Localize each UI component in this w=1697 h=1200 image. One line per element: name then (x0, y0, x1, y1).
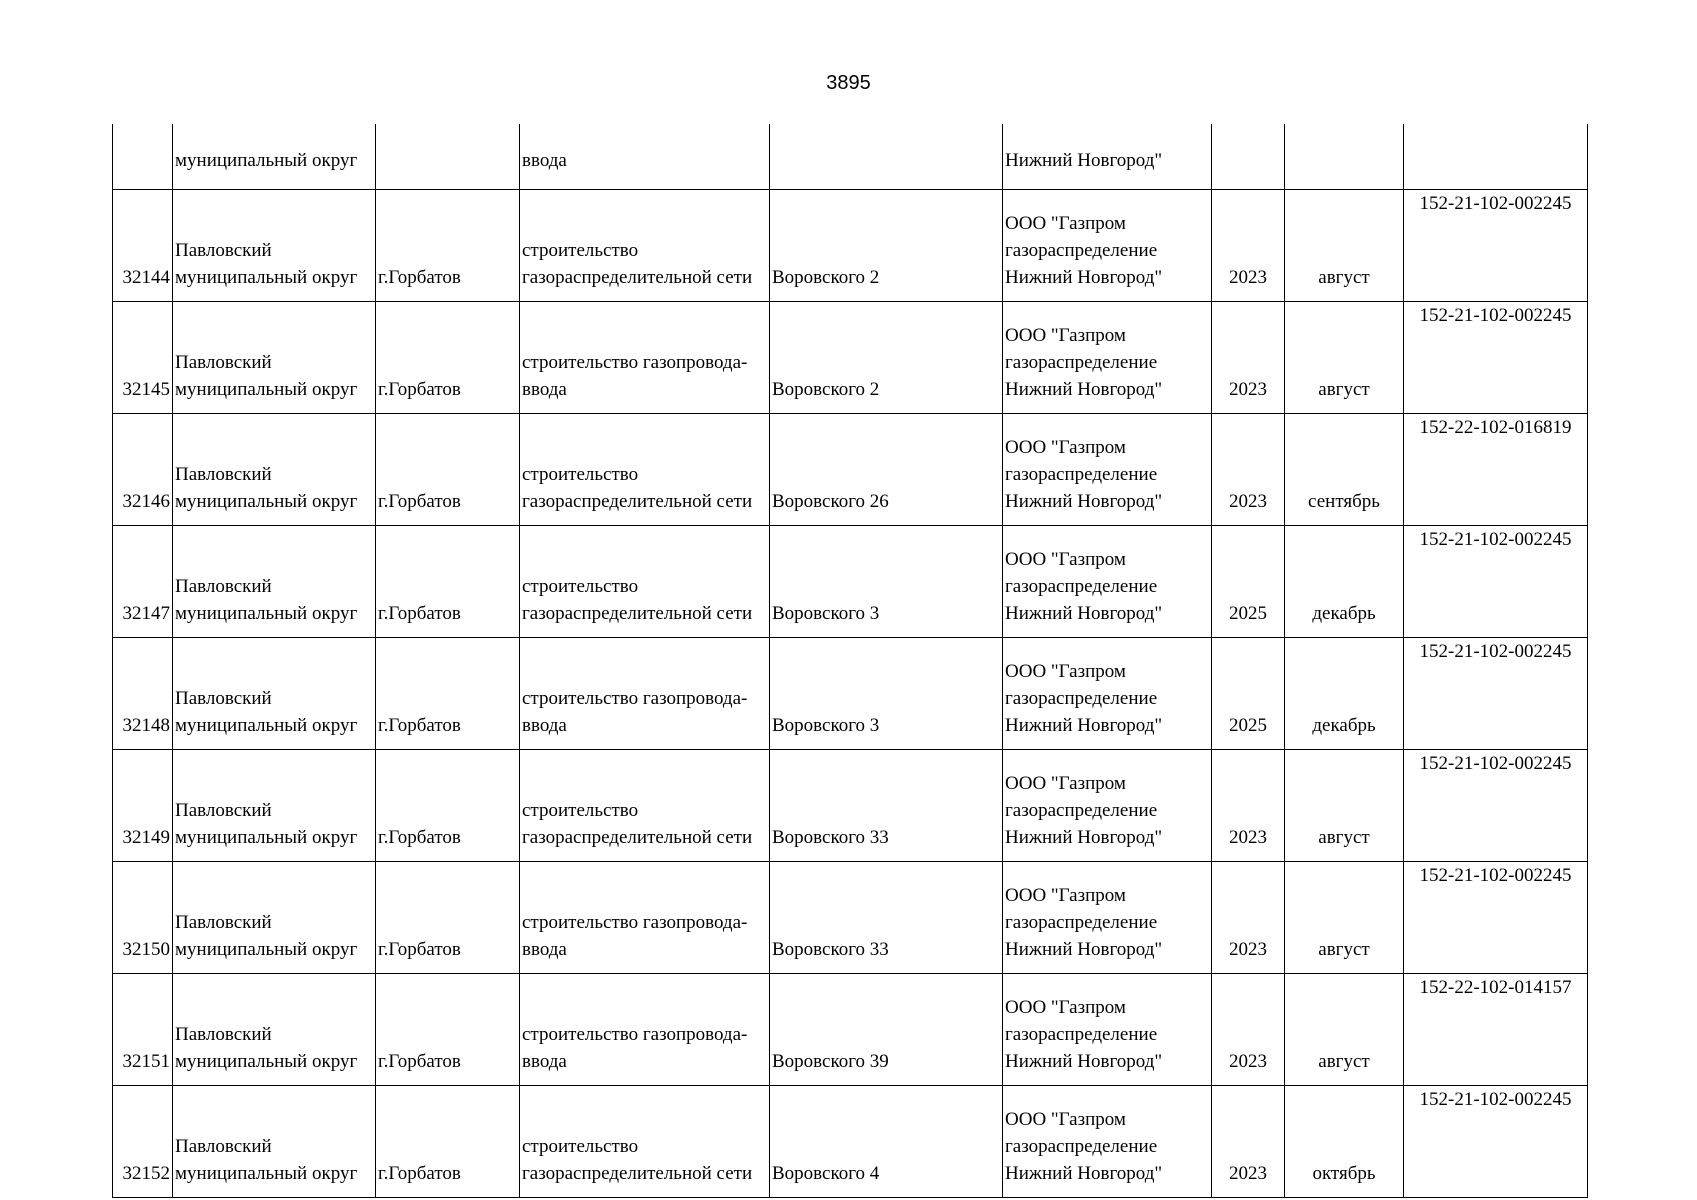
table-row (113, 750, 1588, 862)
cell-line: Павловский (175, 464, 272, 485)
cell-line: Нижний Новгород" (1005, 491, 1163, 512)
cell-line: ООО "Газпром (1005, 549, 1126, 570)
cell-year: 2023 (1212, 750, 1285, 862)
cell-line: ввода (522, 379, 567, 400)
cell-district (173, 974, 376, 1086)
cell-line: строительство газопровода- (522, 352, 748, 373)
cell-line: муниципальный округ (175, 1163, 358, 1184)
cell-month: октябрь (1285, 1086, 1404, 1198)
cell-code: 152-21-102-002245 (1404, 862, 1588, 974)
cell-line: ООО "Газпром (1005, 997, 1126, 1018)
cell-line: Нижний Новгород" (1005, 715, 1163, 736)
cell-year: 2023 (1212, 190, 1285, 302)
cell-org (1003, 414, 1212, 526)
cell-month: август (1285, 750, 1404, 862)
cell-district (173, 862, 376, 974)
cell-num: 32150 (113, 862, 173, 974)
cell-line: Павловский (175, 1024, 272, 1045)
cell-work (520, 974, 770, 1086)
cell-num: 32151 (113, 974, 173, 1086)
cell-district: муниципальный округ (173, 124, 376, 190)
cell-district (173, 750, 376, 862)
cell-city: г.Горбатов (376, 190, 520, 302)
cell-line: строительство газопровода- (522, 912, 748, 933)
cell-line: Павловский (175, 1136, 272, 1157)
cell-month: декабрь (1285, 526, 1404, 638)
continuation-row (113, 124, 1588, 190)
cell-org (1003, 862, 1212, 974)
cell-num: 32144 (113, 190, 173, 302)
cell-address: Воровского 3 (770, 638, 1003, 750)
cell-org (1003, 526, 1212, 638)
cell-line: газораспределение (1005, 800, 1158, 821)
cell-line: газораспределение (1005, 352, 1158, 373)
cell-line: ввода (522, 715, 567, 736)
cell-month: август (1285, 190, 1404, 302)
cell-code: 152-22-102-014157 (1404, 974, 1588, 1086)
table-row (113, 862, 1588, 974)
cell-code: 152-21-102-002245 (1404, 750, 1588, 862)
cell-address: Воровского 2 (770, 190, 1003, 302)
cell-line: строительство (522, 1136, 639, 1157)
cell-code: 152-21-102-002245 (1404, 638, 1588, 750)
cell-line: строительство (522, 576, 639, 597)
cell-line: ООО "Газпром (1005, 885, 1126, 906)
cell-line: муниципальный округ (175, 603, 358, 624)
cell-work: ввода (520, 124, 770, 190)
cell-city: г.Горбатов (376, 302, 520, 414)
cell-line: Павловский (175, 688, 272, 709)
cell-line: Нижний Новгород" (1005, 1051, 1163, 1072)
cell-line: газораспределение (1005, 912, 1158, 933)
cell-code: 152-21-102-002245 (1404, 190, 1588, 302)
cell-city: г.Горбатов (376, 750, 520, 862)
cell-city: г.Горбатов (376, 526, 520, 638)
cell-year: 2023 (1212, 1086, 1285, 1198)
cell-work (520, 526, 770, 638)
cell-year: 2023 (1212, 862, 1285, 974)
cell-line: газораспределительной сети (522, 1163, 753, 1184)
cell-line: муниципальный округ (175, 491, 358, 512)
cell-line: ООО "Газпром (1005, 437, 1126, 458)
gasification-registry-table (112, 124, 1588, 1198)
cell-line: строительство (522, 240, 639, 261)
cell-address: Воровского 3 (770, 526, 1003, 638)
cell-work (520, 638, 770, 750)
cell-line: ООО "Газпром (1005, 325, 1126, 346)
table-row (113, 526, 1588, 638)
cell-month: декабрь (1285, 638, 1404, 750)
cell-work (520, 750, 770, 862)
cell-line: Павловский (175, 352, 272, 373)
table-row (113, 302, 1588, 414)
cell-line: Нижний Новгород" (1005, 603, 1163, 624)
cell-line: Нижний Новгород" (1005, 827, 1163, 848)
cell-district (173, 638, 376, 750)
cell-year: 2025 (1212, 526, 1285, 638)
cell-line: муниципальный округ (175, 1051, 358, 1072)
table-body (113, 124, 1588, 1198)
cell-org (1003, 1086, 1212, 1198)
cell-num: 32145 (113, 302, 173, 414)
table-row (113, 190, 1588, 302)
cell-line: газораспределение (1005, 1024, 1158, 1045)
cell-year: 2025 (1212, 638, 1285, 750)
cell-city (376, 124, 520, 190)
cell-org (1003, 302, 1212, 414)
cell-code: 152-21-102-002245 (1404, 526, 1588, 638)
cell-line: ООО "Газпром (1005, 213, 1126, 234)
cell-city: г.Горбатов (376, 974, 520, 1086)
cell-address: Воровского 33 (770, 750, 1003, 862)
cell-year: 2023 (1212, 974, 1285, 1086)
cell-month: август (1285, 862, 1404, 974)
cell-month: сентябрь (1285, 414, 1404, 526)
cell-month (1285, 124, 1404, 190)
cell-year: 2023 (1212, 302, 1285, 414)
cell-line: газораспределительной сети (522, 603, 753, 624)
cell-line: муниципальный округ (175, 715, 358, 736)
cell-line: ООО "Газпром (1005, 1109, 1126, 1130)
cell-city: г.Горбатов (376, 414, 520, 526)
cell-year (1212, 124, 1285, 190)
cell-line: газораспределение (1005, 240, 1158, 261)
cell-org (1003, 190, 1212, 302)
cell-line: строительство (522, 800, 639, 821)
cell-district (173, 1086, 376, 1198)
cell-code (1404, 124, 1588, 190)
cell-org (1003, 974, 1212, 1086)
cell-work (520, 414, 770, 526)
cell-line: Павловский (175, 912, 272, 933)
cell-address: Воровского 26 (770, 414, 1003, 526)
cell-line: строительство газопровода- (522, 688, 748, 709)
cell-code: 152-22-102-016819 (1404, 414, 1588, 526)
cell-work (520, 862, 770, 974)
cell-num: 32152 (113, 1086, 173, 1198)
cell-num: 32146 (113, 414, 173, 526)
cell-address: Воровского 33 (770, 862, 1003, 974)
cell-line: ввода (522, 1051, 567, 1072)
cell-org (1003, 638, 1212, 750)
cell-line: муниципальный округ (175, 267, 358, 288)
cell-line: газораспределительной сети (522, 491, 753, 512)
cell-line: газораспределительной сети (522, 267, 753, 288)
cell-line: муниципальный округ (175, 939, 358, 960)
table-row (113, 974, 1588, 1086)
page-number: 3895 (826, 72, 871, 94)
cell-line: Нижний Новгород" (1005, 267, 1163, 288)
cell-line: строительство (522, 464, 639, 485)
cell-line: Нижний Новгород" (1005, 379, 1163, 400)
cell-line: газораспределение (1005, 688, 1158, 709)
cell-line: ввода (522, 939, 567, 960)
cell-num (113, 124, 173, 190)
cell-line: газораспределение (1005, 576, 1158, 597)
cell-city: г.Горбатов (376, 1086, 520, 1198)
cell-line: ООО "Газпром (1005, 773, 1126, 794)
cell-line: Павловский (175, 800, 272, 821)
cell-line: ООО "Газпром (1005, 661, 1126, 682)
cell-line: Нижний Новгород" (1005, 1163, 1163, 1184)
cell-line: Павловский (175, 240, 272, 261)
cell-num: 32147 (113, 526, 173, 638)
cell-line: газораспределение (1005, 1136, 1158, 1157)
cell-address: Воровского 4 (770, 1086, 1003, 1198)
cell-district (173, 526, 376, 638)
cell-address: Воровского 2 (770, 302, 1003, 414)
cell-line: Нижний Новгород" (1005, 939, 1163, 960)
cell-org (1003, 750, 1212, 862)
cell-line: муниципальный округ (175, 379, 358, 400)
cell-district (173, 190, 376, 302)
table-row (113, 1086, 1588, 1198)
cell-work (520, 1086, 770, 1198)
cell-work (520, 190, 770, 302)
cell-line: Павловский (175, 576, 272, 597)
cell-line: муниципальный округ (175, 827, 358, 848)
cell-line: строительство газопровода- (522, 1024, 748, 1045)
cell-city: г.Горбатов (376, 862, 520, 974)
cell-num: 32148 (113, 638, 173, 750)
cell-district (173, 414, 376, 526)
cell-code: 152-21-102-002245 (1404, 1086, 1588, 1198)
cell-city: г.Горбатов (376, 638, 520, 750)
cell-line: газораспределительной сети (522, 827, 753, 848)
cell-month: август (1285, 974, 1404, 1086)
cell-year: 2023 (1212, 414, 1285, 526)
cell-code: 152-21-102-002245 (1404, 302, 1588, 414)
cell-num: 32149 (113, 750, 173, 862)
table-row (113, 414, 1588, 526)
cell-line: газораспределение (1005, 464, 1158, 485)
cell-org: Нижний Новгород" (1003, 124, 1212, 190)
cell-district (173, 302, 376, 414)
cell-address (770, 124, 1003, 190)
cell-work (520, 302, 770, 414)
cell-month: август (1285, 302, 1404, 414)
table-row (113, 638, 1588, 750)
cell-address: Воровского 39 (770, 974, 1003, 1086)
